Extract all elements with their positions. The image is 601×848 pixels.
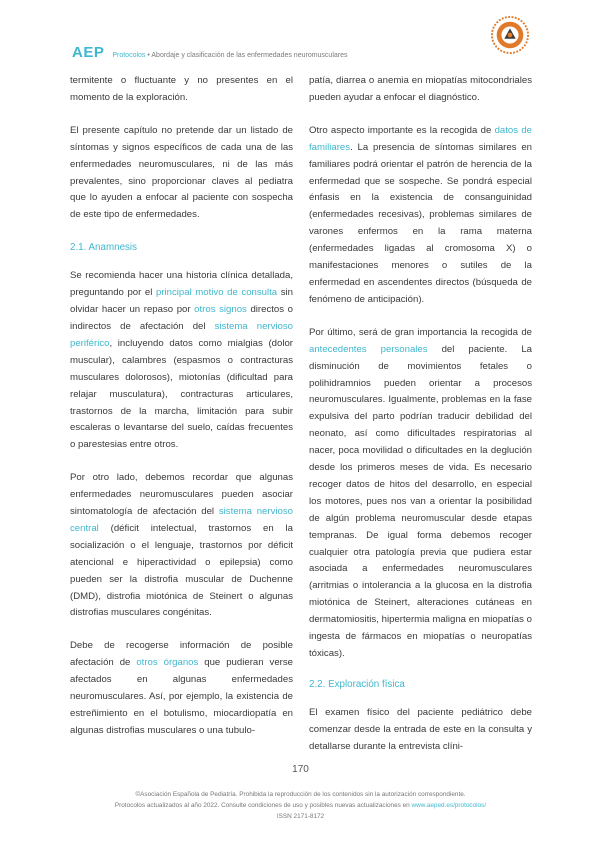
header-subtitle: Abordaje y clasificación de las enfermedades neuromusculares — [151, 52, 348, 59]
keyword: sistema nervioso central — [70, 506, 293, 534]
issn-line: ISSN 2171-8172 — [276, 813, 325, 820]
header-breadcrumb — [112, 52, 347, 59]
paragraph: Debe de recogerse información de posible afectación de otros órganos que pudieran verse afectados en algunas enfermedades neuromusculares. Así, por ejemplo, la existencia de estreñimiento en el botulismo, miocardiopatía en algunas distrofias musculares o una tubulo- — [70, 640, 293, 736]
section-heading-anamnesis: 2.1. Anamnesis — [70, 242, 137, 254]
keyword: datos de familiares — [309, 124, 532, 153]
page-footer — [0, 789, 601, 822]
keyword: principal motivo de consulta — [155, 287, 278, 299]
keyword: antecedentes personales — [309, 343, 428, 355]
protocols-link[interactable]: www.aeped.es/protocolos/ — [411, 802, 487, 809]
aep-seal-icon — [491, 16, 529, 54]
paragraph: termitente o fluctuante y no presentes en el momento de la exploración. — [70, 75, 293, 103]
header-separator: • — [145, 52, 152, 59]
keyword: sistema nervioso periférico — [70, 320, 293, 349]
update-line: Protocolos actualizados al año 2022. Consulte condiciones de uso y posibles nuevas actualizaciones en www.aeped.es/protocolos/ — [114, 802, 487, 809]
paragraph: El examen físico del paciente pediátrico debe comenzar desde la entrada de este en la consulta y detallarse durante la entrevista clíni- — [309, 706, 532, 752]
paragraph: Se recomienda hacer una historia clínica detallada, preguntando por el principal motivo de consulta sin olvidar hacer un repaso por otros signos directos o indirectos de afectación del sistema nervioso periférico, incluyendo datos como mialgias (dolor muscular), calambres (espasmos o contracturas musculares dolorosos), miotonías (dificultad para relajar musculatura), contracturas articulares, trastornos de la marcha, limitación para subir escaleras o levantarse del suelo, caídas frecuentes o parestesias entre otros. — [70, 270, 293, 451]
page-header — [72, 44, 348, 61]
copyright-line: ©Asociación Española de Pediatría. Prohibida la reproducción de los contenidos sin la autorización correspondiente. — [135, 791, 466, 798]
paragraph: Otro aspecto importante es la recogida de datos de familiares. La presencia de síntomas similares en familiares podrá orientar el patrón de herencia de la enfermedad que se sospeche. Se pondrá especial énfasis en la existencia de consanguinidad (enfermedades recesivas), problemas similares de varones enfermos en la rama materna (enfermedades ligadas al cromosoma X) o manifestaciones menores o sutiles de la enfermedad en ascendentes directos (búsqueda de fenómeno de anticipación). — [309, 124, 532, 305]
paragraph: patía, diarrea o anemia en miopatías mitocondriales pueden ayudar a enfocar el diagnóstico. — [309, 75, 532, 103]
header-series: Protocolos — [112, 52, 146, 59]
keyword: otros órganos — [136, 657, 199, 669]
section-heading-exploracion: 2.2. Exploración física — [309, 678, 405, 690]
paragraph: Por otro lado, debemos recordar que algunas enfermedades neuromusculares pueden asociar sintomatología de afectación del sistema nervioso central (déficit intelectual, trastornos en la socialización o el lenguaje, trastornos por déficit atencional e hiperactividad o epilepsia) como pueden ser la distrofia muscular de Duchenne (DMD), distrofia miotónica de Steinert o algunas distrofias musculares congénitas. — [70, 472, 293, 619]
aep-logo: AEP — [72, 44, 105, 61]
page-number: 170 — [292, 764, 309, 775]
left-column — [70, 73, 293, 740]
paragraph: Por último, será de gran importancia la recogida de antecedentes personales del paciente. La disminución de movimientos fetales o polihidramnios pueden orientar a procesos neuromusculares. Igualmente, problemas en la fase expulsiva del parto podrían traducir debilidad del neonato, así como dificultades respiratorias al nacer, poca movilidad o dificultades en la deglución desde los primeros meses de vida. Es necesario recoger datos de hitos del desarrollo, en especial los motores, pues nos van a orientar la posibilidad de algún problema neuromuscular desde etapas tempranas. De igual forma debemos recoger cualquier otra patología previa que pudiera estar asociada a enfermedades neuromusculares (arritmias o intolerancia a la glucosa en la distrofia miotónica de Steinert, alteraciones cutáneas en dermatomiositis, hipertermia maligna en miopatías o ingesta de fármacos en miopatías o neuropatías tóxicas). — [309, 326, 532, 659]
keyword: otros signos — [194, 304, 247, 316]
right-column — [309, 73, 532, 756]
paragraph: El presente capítulo no pretende dar un listado de síntomas y signos específicos de cada una de las enfermedades neuromusculares, ni de las más prevalentes, sino proporcionar claves al pediatra que lo ayuden a enfocar al paciente con sospecha de este tipo de enfermedades. — [70, 124, 293, 221]
